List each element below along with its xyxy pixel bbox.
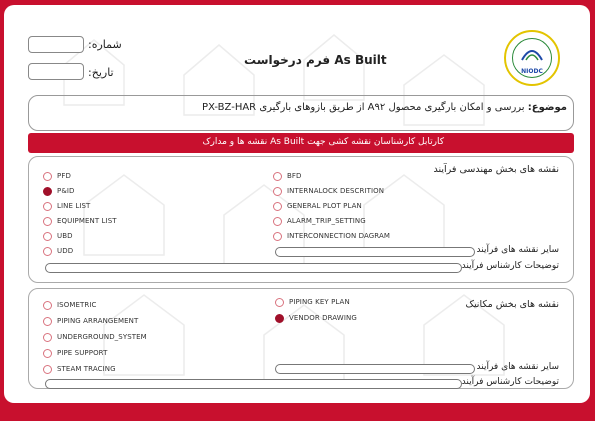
item-label: LINE LIST — [57, 202, 91, 210]
radio-icon — [43, 202, 52, 211]
checkbox-piping-key-plan[interactable] — [275, 296, 350, 308]
checkbox-equipment-list[interactable] — [43, 215, 117, 227]
other-drawings-label: سایر نقشه های فرآیند — [476, 362, 559, 372]
subject-text: بررسی و امکان بارگیری محصول A۹۲ از طریق بازوهای بارگیری PX-BZ-HAR — [202, 102, 525, 113]
form-sheet — [4, 5, 590, 403]
radio-icon — [273, 187, 282, 196]
item-label: GENERAL PLOT PLAN — [287, 202, 362, 210]
radio-icon — [43, 247, 52, 256]
banner-text: کارتابل کارشناسان نقشه کشی جهت As Built نقشه ها و مدارک — [202, 137, 444, 147]
other-drawings-field[interactable] — [275, 364, 475, 374]
checkbox-interconnection[interactable] — [273, 230, 390, 242]
radio-checked-icon — [275, 314, 284, 323]
item-label: ISOMETRIC — [57, 301, 97, 309]
checkbox-pfd[interactable] — [43, 170, 71, 182]
number-label: :شماره — [88, 38, 122, 51]
expert-notes-field[interactable] — [45, 263, 462, 273]
item-label: INTERCONNECTION DAGRAM — [287, 232, 390, 240]
radio-icon — [273, 217, 282, 226]
checkbox-line-list[interactable] — [43, 200, 90, 212]
company-logo — [504, 30, 560, 86]
radio-icon — [275, 298, 284, 307]
checkbox-general-plot-plan[interactable] — [273, 200, 362, 212]
item-label: UDD — [57, 247, 74, 255]
item-label: PIPING ARRANGEMENT — [57, 317, 139, 325]
radio-icon — [43, 317, 52, 326]
date-label: :تاریخ — [88, 66, 114, 79]
item-label: PIPING KEY PLAN — [289, 298, 350, 306]
form-title: فرم درخواست As Built — [244, 53, 387, 67]
logo-text: NIODC — [521, 68, 543, 75]
expert-notes-field[interactable] — [45, 379, 462, 389]
other-drawings-field[interactable] — [275, 247, 475, 257]
checkbox-interlock[interactable] — [273, 185, 384, 197]
section-banner — [28, 133, 574, 153]
checkbox-vendor-drawing[interactable] — [275, 312, 357, 324]
mechanical-section — [28, 288, 574, 389]
subject-line — [202, 102, 567, 113]
item-label: INTERNALOCK DESCRITION — [287, 187, 385, 195]
item-label: PFD — [57, 172, 71, 180]
checkbox-udd[interactable] — [43, 245, 73, 257]
checkbox-piping-arrangement[interactable] — [43, 315, 138, 327]
subject-box — [28, 95, 574, 131]
radio-icon — [43, 217, 52, 226]
checkbox-alarm-trip[interactable] — [273, 215, 366, 227]
radio-icon — [273, 202, 282, 211]
item-label: EQUIPMENT LIST — [57, 217, 117, 225]
radio-icon — [273, 232, 282, 241]
checkbox-ubd[interactable] — [43, 230, 73, 242]
checkbox-underground[interactable] — [43, 331, 147, 343]
other-drawings-label: سایر نقشه های فرآیند — [476, 245, 559, 255]
radio-icon — [43, 333, 52, 342]
process-section-title: نقشه های بخش مهندسی فرآیند — [433, 164, 559, 175]
item-label: P&ID — [57, 187, 75, 195]
checkbox-steam-tracing[interactable] — [43, 363, 116, 375]
radio-icon — [43, 172, 52, 181]
date-field[interactable] — [28, 63, 84, 80]
subject-label: موضوع: — [527, 102, 567, 113]
item-label: UNDERGROUND_SYSTEM — [57, 333, 147, 341]
logo-emblem-icon — [520, 44, 544, 62]
radio-checked-icon — [43, 187, 52, 196]
checkbox-bfd[interactable] — [273, 170, 302, 182]
item-label: UBD — [57, 232, 73, 240]
item-label: ALARM_TRIP_SETTING — [287, 217, 366, 225]
checkbox-pid[interactable] — [43, 185, 75, 197]
radio-icon — [43, 365, 52, 374]
item-label: PIPE SUPPORT — [57, 349, 108, 357]
item-label: VENDOR DRAWING — [289, 314, 357, 322]
radio-icon — [43, 349, 52, 358]
radio-icon — [43, 301, 52, 310]
mechanical-section-title: نقشه های بخش مکانیک — [465, 299, 559, 310]
checkbox-isometric[interactable] — [43, 299, 96, 311]
expert-notes-label: توضیحات کارشناس فرآیند — [461, 377, 559, 387]
radio-icon — [43, 232, 52, 241]
process-section — [28, 156, 574, 283]
expert-notes-label: توضیحات کارشناس فرآیند — [461, 261, 559, 271]
checkbox-pipe-support[interactable] — [43, 347, 108, 359]
radio-icon — [273, 172, 282, 181]
item-label: STEAM TRACING — [57, 365, 116, 373]
item-label: BFD — [287, 172, 302, 180]
number-field[interactable] — [28, 36, 84, 53]
